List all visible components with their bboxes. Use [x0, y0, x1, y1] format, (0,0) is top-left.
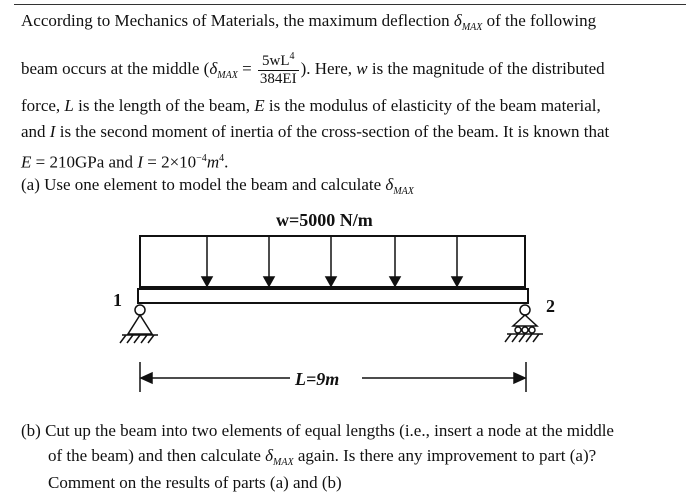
- delta-symbol: δ: [209, 58, 218, 78]
- text-fragment: of the beam) and then calculate: [48, 446, 266, 465]
- delta-symbol: δ: [385, 175, 394, 194]
- part-b-line-2: [48, 445, 596, 470]
- roller-support: [505, 305, 543, 342]
- text-fragment: (a) Use one element to model the beam and calculate: [21, 175, 386, 194]
- delta-symbol: δ: [265, 446, 274, 465]
- part-b-line-3: Comment on the results of parts (a) and (b): [48, 473, 342, 492]
- text-fragment: is the magnitude of the distributed: [367, 58, 605, 78]
- text-fragment: ). Here,: [300, 58, 357, 78]
- numerator-text: 5wL: [261, 53, 290, 69]
- subscript: MAX: [217, 69, 238, 81]
- text-fragment: is the second moment of inertia of the cross-section of the beam. It is known that: [55, 122, 610, 141]
- load-arrow-head: [326, 277, 336, 286]
- load-arrow-head: [452, 277, 462, 286]
- load-arrow-head: [390, 277, 400, 286]
- part-b-line-1: (b) Cut up the beam into two elements of equal lengths (i.e., insert a node at the middle: [21, 421, 614, 440]
- text-fragment: = 2×10: [142, 152, 197, 172]
- load-arrow-head: [264, 277, 274, 286]
- text-fragment: is the length of the beam,: [73, 96, 255, 115]
- numerator-exponent: 4: [289, 51, 295, 62]
- exponent: 4: [219, 153, 225, 164]
- text-fragment: of the following: [482, 11, 597, 30]
- length-label: L=9m: [295, 369, 340, 389]
- equals-sign: =: [237, 58, 256, 78]
- load-label: w=5000 N/m: [276, 210, 373, 230]
- node-1-label: 1: [113, 290, 122, 310]
- subscript: MAX: [273, 457, 294, 468]
- text-fragment: = 210GPa and: [31, 152, 138, 172]
- text-fragment: and: [21, 122, 50, 141]
- exponent: −4: [196, 153, 207, 164]
- formula-denominator: 384EI: [259, 71, 297, 87]
- pin-support: [120, 305, 158, 343]
- var-I: I: [49, 122, 56, 141]
- load-arrow-head: [202, 277, 212, 286]
- text-fragment: According to Mechanics of Materials, the maximum deflection: [21, 11, 454, 30]
- var-L: L: [64, 96, 74, 115]
- dimension-arrow-right: [514, 373, 525, 383]
- text-fragment: force,: [21, 96, 65, 115]
- var-I: I: [137, 152, 143, 172]
- unit-m: m: [206, 152, 220, 172]
- var-E: E: [21, 152, 32, 172]
- subscript: MAX: [393, 186, 414, 197]
- node-2-label: 2: [546, 296, 555, 316]
- text-fragment: beam occurs at the middle (: [21, 58, 210, 78]
- text-fragment: is the modulus of elasticity of the beam material,: [264, 96, 601, 115]
- subscript: MAX: [461, 22, 483, 33]
- text-fragment: again. Is there any improvement to part (a)?: [293, 446, 597, 465]
- load-arrows: [202, 236, 462, 286]
- dimension-arrow-left: [141, 373, 152, 383]
- period: .: [224, 152, 229, 172]
- var-E: E: [254, 96, 265, 115]
- delta-symbol: δ: [453, 11, 462, 30]
- var-w: w: [356, 58, 368, 78]
- beam: [138, 289, 528, 303]
